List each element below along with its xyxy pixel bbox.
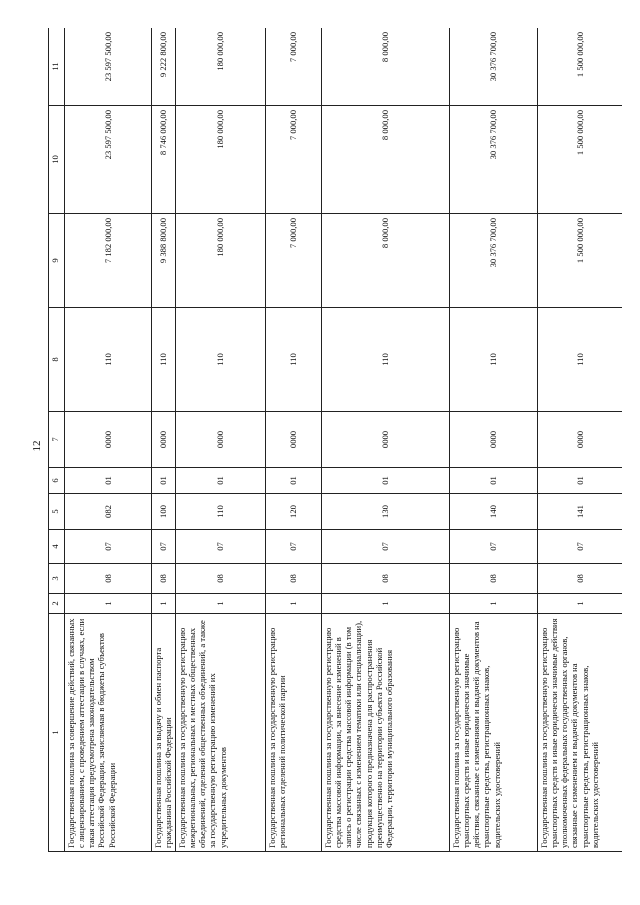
cell-col4: 07	[266, 530, 322, 564]
cell-col9: 30 376 700,00	[450, 214, 538, 308]
row-description: Государственная пошлина за выдачу и обмен паспорта гражданина Российской Федерации	[152, 614, 176, 852]
column-header: 4	[49, 530, 65, 564]
cell-col5: 110	[176, 494, 266, 530]
row-description: Государственная пошлина за государственную регистрацию региональных отделений политической партии	[266, 614, 322, 852]
table-row	[322, 28, 450, 852]
cell-col10: 30 376 700,00	[450, 106, 538, 214]
table-row	[152, 28, 176, 852]
cell-col4: 07	[176, 530, 266, 564]
cell-col6: 01	[266, 468, 322, 494]
cell-col11: 23 597 500,00	[65, 28, 152, 106]
row-description: Государственная пошлина за государственную регистрацию транспортных средств и иные юридически значимые действия, связанные с изменениями и выдачей документов на транспортные средства, регистрационных знаков, водительских удостоверений	[450, 614, 538, 852]
cell-col5: 082	[65, 494, 152, 530]
cell-col4: 07	[65, 530, 152, 564]
column-header: 11	[49, 28, 65, 106]
column-header: 6	[49, 468, 65, 494]
cell-col11: 1 500 000,00	[538, 28, 623, 106]
cell-col9: 7 182 000,00	[65, 214, 152, 308]
column-number-header-row	[49, 28, 65, 852]
cell-col11: 7 000,00	[266, 28, 322, 106]
column-header: 5	[49, 494, 65, 530]
cell-col5: 140	[450, 494, 538, 530]
cell-col10: 7 000,00	[266, 106, 322, 214]
row-description: Государственная пошлина за государственную регистрацию межрегиональных, региональных и местных общественных объединений, отделений общественных объединений, а также за государственную регистрацию изменений их учредительных документов	[176, 614, 266, 852]
cell-col5: 130	[322, 494, 450, 530]
cell-col3: 08	[65, 564, 152, 594]
cell-col11: 8 000,00	[322, 28, 450, 106]
cell-col5: 100	[152, 494, 176, 530]
cell-col3: 08	[176, 564, 266, 594]
cell-col7: 0000	[176, 412, 266, 468]
cell-col6: 01	[450, 468, 538, 494]
cell-col2: 1	[176, 594, 266, 614]
cell-col5: 141	[538, 494, 623, 530]
cell-col7: 0000	[152, 412, 176, 468]
revenue-table	[48, 28, 622, 852]
cell-col7: 0000	[450, 412, 538, 468]
table-viewport	[48, 28, 622, 852]
column-header: 9	[49, 214, 65, 308]
cell-col2: 1	[152, 594, 176, 614]
column-header: 1	[49, 614, 65, 852]
cell-col7: 0000	[538, 412, 623, 468]
row-description: Государственная пошлина за государственную регистрацию транспортных средств и иные юридически значимые действия уполномоченных федеральных государственных органов, связанные с изменением и выдачей документов на транспортные средства, регистрационных знаков, водительских удостоверений	[538, 614, 623, 852]
cell-col4: 07	[450, 530, 538, 564]
column-header: 7	[49, 412, 65, 468]
cell-col10: 8 746 000,00	[152, 106, 176, 214]
cell-col4: 07	[152, 530, 176, 564]
cell-col7: 0000	[266, 412, 322, 468]
cell-col2: 1	[266, 594, 322, 614]
cell-col9: 8 000,00	[322, 214, 450, 308]
row-description: Государственная пошлина за совершение действий, связанных с лицензированием, с проведением аттестации в случаях, если такая аттестация предусмотрена законодательством Российской Федерации, зачисляемая в бюджеты субъектов Российской Федерации	[65, 614, 152, 852]
cell-col6: 01	[176, 468, 266, 494]
cell-col2: 1	[322, 594, 450, 614]
column-header: 8	[49, 308, 65, 412]
cell-col3: 08	[322, 564, 450, 594]
page-number: 12	[31, 440, 43, 452]
cell-col5: 120	[266, 494, 322, 530]
table-row	[266, 28, 322, 852]
cell-col8: 110	[538, 308, 623, 412]
table-row	[65, 28, 152, 852]
cell-col8: 110	[65, 308, 152, 412]
cell-col6: 01	[322, 468, 450, 494]
cell-col6: 01	[538, 468, 623, 494]
cell-col8: 110	[450, 308, 538, 412]
cell-col11: 9 222 800,00	[152, 28, 176, 106]
cell-col3: 08	[152, 564, 176, 594]
cell-col3: 08	[266, 564, 322, 594]
cell-col10: 1 500 000,00	[538, 106, 623, 214]
cell-col8: 110	[176, 308, 266, 412]
rotated-table-wrapper	[48, 28, 622, 852]
cell-col7: 0000	[65, 412, 152, 468]
column-header: 2	[49, 594, 65, 614]
cell-col2: 1	[538, 594, 623, 614]
cell-col9: 180 000,00	[176, 214, 266, 308]
cell-col3: 08	[450, 564, 538, 594]
row-description: Государственная пошлина за государственную регистрацию средства массовой информации, за внесение изменений в запись о регистрации средства массовой информации (в том числе связанных с изменением тематики или специализации), продукция которого предназначена для распространения преимущественно на территории субъекта Российской Федерации, территории муниципального образования	[322, 614, 450, 852]
cell-col2: 1	[65, 594, 152, 614]
cell-col10: 180 000,00	[176, 106, 266, 214]
cell-col11: 180 000,00	[176, 28, 266, 106]
cell-col9: 1 500 000,00	[538, 214, 623, 308]
cell-col8: 110	[322, 308, 450, 412]
cell-col3: 08	[538, 564, 623, 594]
column-header: 10	[49, 106, 65, 214]
table-row	[176, 28, 266, 852]
cell-col7: 0000	[322, 412, 450, 468]
cell-col11: 30 376 700,00	[450, 28, 538, 106]
cell-col4: 07	[538, 530, 623, 564]
cell-col2: 1	[450, 594, 538, 614]
cell-col6: 01	[65, 468, 152, 494]
column-header: 3	[49, 564, 65, 594]
cell-col10: 23 597 500,00	[65, 106, 152, 214]
cell-col8: 110	[266, 308, 322, 412]
cell-col8: 110	[152, 308, 176, 412]
cell-col6: 01	[152, 468, 176, 494]
cell-col9: 7 000,00	[266, 214, 322, 308]
cell-col4: 07	[322, 530, 450, 564]
cell-col10: 8 000,00	[322, 106, 450, 214]
table-row	[538, 28, 623, 852]
table-row	[450, 28, 538, 852]
cell-col9: 9 388 800,00	[152, 214, 176, 308]
